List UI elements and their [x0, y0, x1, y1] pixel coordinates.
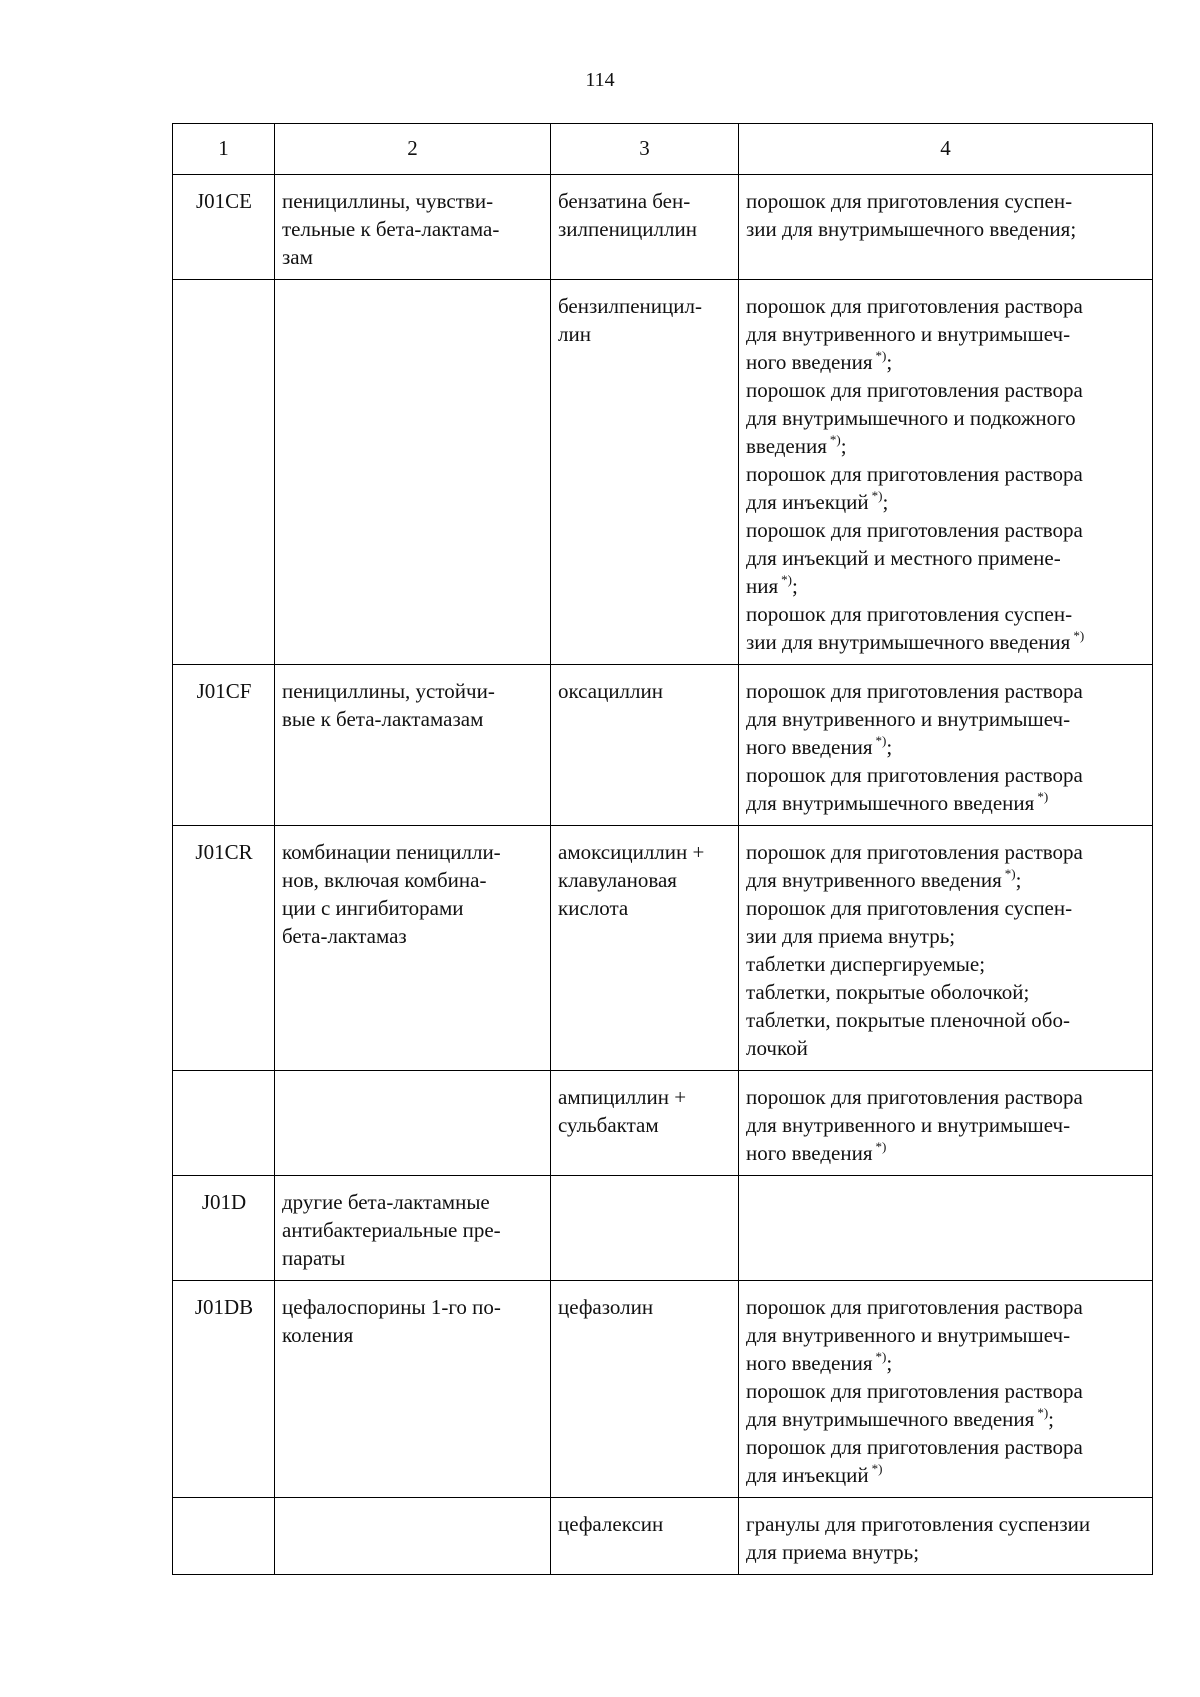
footnote-marker: *) — [829, 432, 841, 447]
group-name-line: комбинации пеницилли- — [282, 840, 501, 864]
dosage-forms-cell — [739, 1176, 1153, 1281]
header-cell-4: 4 — [739, 124, 1153, 175]
footnote-marker: *) — [1037, 1405, 1049, 1420]
atc-code: J01DB — [194, 1295, 254, 1319]
dosage-form-text: порошок для приготовления раствора — [746, 378, 1083, 402]
atc-code-cell — [173, 1176, 275, 1281]
dosage-form-line — [746, 404, 1146, 432]
dosage-form-text: зии для внутримышечного введения — [746, 630, 1071, 654]
atc-code: J01CE — [195, 189, 252, 213]
table-row — [173, 1176, 1153, 1281]
punctuation: ; — [840, 434, 847, 458]
drug-table — [172, 123, 1153, 1575]
atc-code-cell — [173, 1498, 275, 1575]
group-name-line: параты — [282, 1246, 346, 1270]
group-name-line: коления — [282, 1323, 354, 1347]
punctuation: ; — [1048, 1407, 1054, 1431]
dosage-form-line — [746, 432, 1146, 460]
dosage-form-line — [746, 1006, 1146, 1034]
dosage-form-text: порошок для приготовления раствора — [746, 763, 1083, 787]
dosage-form-line — [746, 544, 1146, 572]
dosage-form-line — [746, 488, 1146, 516]
dosage-form-text: лочкой — [746, 1036, 808, 1060]
dosage-form-text: таблетки, покрытые оболочкой; — [746, 980, 1030, 1004]
dosage-form-line — [746, 761, 1146, 789]
dosage-form-line — [746, 1111, 1146, 1139]
dosage-form-text: для внутримышечного введения — [746, 791, 1035, 815]
dosage-form-text: для инъекций — [746, 490, 869, 514]
dosage-form-line — [746, 215, 1146, 243]
dosage-form-text: таблетки, покрытые пленочной обо- — [746, 1008, 1070, 1032]
table-header-row — [173, 124, 1153, 175]
header-cell-1: 1 — [173, 124, 275, 175]
atc-code: J01CR — [195, 840, 253, 864]
dosage-form-text: порошок для приготовления раствора — [746, 1295, 1083, 1319]
dosage-form-line — [746, 1510, 1146, 1538]
dosage-form-text: ного введения — [746, 1141, 873, 1165]
substance-cell — [551, 1176, 739, 1281]
atc-code-cell — [173, 280, 275, 665]
dosage-form-line — [746, 600, 1146, 628]
punctuation: ; — [886, 1351, 893, 1375]
substance-line: амоксициллин + — [558, 840, 705, 864]
page-number: 114 — [585, 69, 615, 91]
substance-cell — [551, 175, 739, 280]
group-name-line: другие бета-лактамные — [282, 1190, 490, 1214]
dosage-forms-cell — [739, 826, 1153, 1071]
group-name-line: тельные к бета-лактама- — [282, 217, 500, 241]
dosage-form-line — [746, 292, 1146, 320]
dosage-form-line — [746, 922, 1146, 950]
dosage-form-text: зии для внутримышечного введения; — [746, 217, 1077, 241]
group-name-cell — [275, 1281, 551, 1498]
dosage-form-line — [746, 1538, 1146, 1566]
dosage-forms-cell — [739, 1281, 1153, 1498]
dosage-form-text: порошок для приготовления раствора — [746, 1379, 1083, 1403]
table-row — [173, 280, 1153, 665]
dosage-form-text: ного введения — [746, 1351, 873, 1375]
group-name-cell — [275, 826, 551, 1071]
dosage-form-line — [746, 1349, 1146, 1377]
dosage-form-line — [746, 950, 1146, 978]
table-row — [173, 1498, 1153, 1575]
footnote-marker: *) — [871, 488, 883, 503]
dosage-form-line — [746, 733, 1146, 761]
footnote-marker: *) — [871, 1461, 883, 1476]
punctuation: ; — [882, 490, 889, 514]
substance-line: цефалексин — [558, 1512, 664, 1536]
dosage-form-line — [746, 978, 1146, 1006]
group-name-cell — [275, 1498, 551, 1575]
substance-cell — [551, 1071, 739, 1176]
dosage-form-text: для внутримышечного введения — [746, 1407, 1035, 1431]
dosage-form-text: для внутривенного и внутримышеч- — [746, 707, 1071, 731]
dosage-form-line — [746, 348, 1146, 376]
substance-cell — [551, 665, 739, 826]
atc-code-cell — [173, 1071, 275, 1176]
dosage-form-line — [746, 894, 1146, 922]
group-name-line: цефалоспорины 1-го по- — [282, 1295, 501, 1319]
group-name-line: пенициллины, чувстви- — [282, 189, 494, 213]
table-row — [173, 826, 1153, 1071]
dosage-form-text: порошок для приготовления раствора — [746, 294, 1083, 318]
dosage-form-line — [746, 866, 1146, 894]
atc-code-cell — [173, 665, 275, 826]
table-row — [173, 665, 1153, 826]
dosage-form-line — [746, 628, 1146, 656]
punctuation: ; — [886, 735, 893, 759]
substance-line: оксациллин — [558, 679, 663, 703]
group-name-line: бета-лактамаз — [282, 924, 407, 948]
dosage-form-text: гранулы для приготовления суспензии — [746, 1512, 1091, 1536]
dosage-form-line — [746, 516, 1146, 544]
group-name-line: зам — [282, 245, 313, 269]
substance-line: цефазолин — [558, 1295, 654, 1319]
substance-line: кислота — [558, 896, 629, 920]
footnote-marker: *) — [875, 1349, 887, 1364]
dosage-form-text: для инъекций — [746, 1463, 869, 1487]
dosage-form-text: порошок для приготовления суспен- — [746, 189, 1073, 213]
dosage-form-text: порошок для приготовления раствора — [746, 840, 1083, 864]
dosage-form-text: для приема внутрь; — [746, 1540, 920, 1564]
group-name-line: нов, включая комбина- — [282, 868, 487, 892]
group-name-cell — [275, 175, 551, 280]
substance-cell — [551, 280, 739, 665]
atc-code: J01D — [201, 1190, 247, 1214]
footnote-marker: *) — [875, 1139, 887, 1154]
table-row — [173, 175, 1153, 280]
table-row — [173, 1071, 1153, 1176]
dosage-form-line — [746, 789, 1146, 817]
dosage-form-text: введения — [746, 434, 827, 458]
dosage-form-text: зии для приема внутрь; — [746, 924, 956, 948]
footnote-marker: *) — [1073, 628, 1085, 643]
dosage-form-text: порошок для приготовления раствора — [746, 679, 1083, 703]
group-name-cell — [275, 280, 551, 665]
punctuation: ; — [791, 574, 798, 598]
dosage-form-line — [746, 1461, 1146, 1489]
dosage-form-text: порошок для приготовления раствора — [746, 462, 1083, 486]
header-cell-2: 2 — [275, 124, 551, 175]
punctuation: ; — [886, 350, 893, 374]
group-name-line: антибактериальные пре- — [282, 1218, 501, 1242]
dosage-form-text: порошок для приготовления суспен- — [746, 896, 1073, 920]
dosage-form-text: для внутривенного и внутримышеч- — [746, 1113, 1071, 1137]
dosage-form-line — [746, 838, 1146, 866]
dosage-form-text: порошок для приготовления раствора — [746, 518, 1083, 542]
dosage-form-text: ного введения — [746, 735, 873, 759]
group-name-line: ции с ингибиторами — [282, 896, 464, 920]
dosage-forms-cell — [739, 175, 1153, 280]
substance-cell — [551, 826, 739, 1071]
dosage-form-line — [746, 1405, 1146, 1433]
dosage-form-text: ного введения — [746, 350, 873, 374]
table-row — [173, 1281, 1153, 1498]
atc-code-cell — [173, 826, 275, 1071]
substance-line: бензатина бен- — [558, 189, 691, 213]
group-name-line: пенициллины, устойчи- — [282, 679, 495, 703]
dosage-form-line — [746, 187, 1146, 215]
dosage-form-text: порошок для приготовления суспен- — [746, 602, 1073, 626]
substance-line: зилпенициллин — [558, 217, 697, 241]
dosage-form-line — [746, 1377, 1146, 1405]
footnote-marker: *) — [781, 572, 792, 587]
footnote-marker: *) — [875, 733, 887, 748]
dosage-form-line — [746, 677, 1146, 705]
dosage-form-line — [746, 1293, 1146, 1321]
dosage-forms-cell — [739, 280, 1153, 665]
dosage-form-text: для внутривенного введения — [746, 868, 1002, 892]
dosage-form-line — [746, 705, 1146, 733]
substance-line: бензилпеницил- — [558, 294, 702, 318]
dosage-form-text: для внутривенного и внутримышеч- — [746, 1323, 1071, 1347]
substance-cell — [551, 1281, 739, 1498]
dosage-form-line — [746, 1321, 1146, 1349]
footnote-marker: *) — [875, 348, 887, 363]
dosage-form-line — [746, 320, 1146, 348]
dosage-form-text: для внутримышечного и подкожного — [746, 406, 1076, 430]
substance-cell — [551, 1498, 739, 1575]
atc-code-cell — [173, 175, 275, 280]
group-name-cell — [275, 665, 551, 826]
header-cell-3: 3 — [551, 124, 739, 175]
dosage-form-text: порошок для приготовления раствора — [746, 1085, 1083, 1109]
dosage-form-line — [746, 1139, 1146, 1167]
dosage-form-line — [746, 460, 1146, 488]
dosage-forms-cell — [739, 1071, 1153, 1176]
substance-line: клавулановая — [558, 868, 677, 892]
dosage-forms-cell — [739, 1498, 1153, 1575]
atc-code: J01CF — [196, 679, 252, 703]
dosage-form-text: ния — [746, 574, 779, 598]
substance-line: ампициллин + — [558, 1085, 687, 1109]
dosage-form-text: таблетки диспергируемые; — [746, 952, 986, 976]
substance-line: сульбактам — [558, 1113, 659, 1137]
dosage-form-text: порошок для приготовления раствора — [746, 1435, 1083, 1459]
dosage-form-line — [746, 376, 1146, 404]
group-name-line: вые к бета-лактамазам — [282, 707, 484, 731]
dosage-form-line — [746, 1034, 1146, 1062]
drug-table-body — [173, 124, 1153, 1575]
group-name-cell — [275, 1071, 551, 1176]
dosage-form-line — [746, 572, 1146, 600]
dosage-form-line — [746, 1083, 1146, 1111]
footnote-marker: *) — [1004, 866, 1016, 881]
substance-line: лин — [558, 322, 591, 346]
atc-code-cell — [173, 1281, 275, 1498]
footnote-marker: *) — [1037, 789, 1049, 804]
punctuation: ; — [1015, 868, 1022, 892]
dosage-form-text: для инъекций и местного примене- — [746, 546, 1061, 570]
dosage-forms-cell — [739, 665, 1153, 826]
group-name-cell — [275, 1176, 551, 1281]
dosage-form-line — [746, 1433, 1146, 1461]
dosage-form-text: для внутривенного и внутримышеч- — [746, 322, 1071, 346]
